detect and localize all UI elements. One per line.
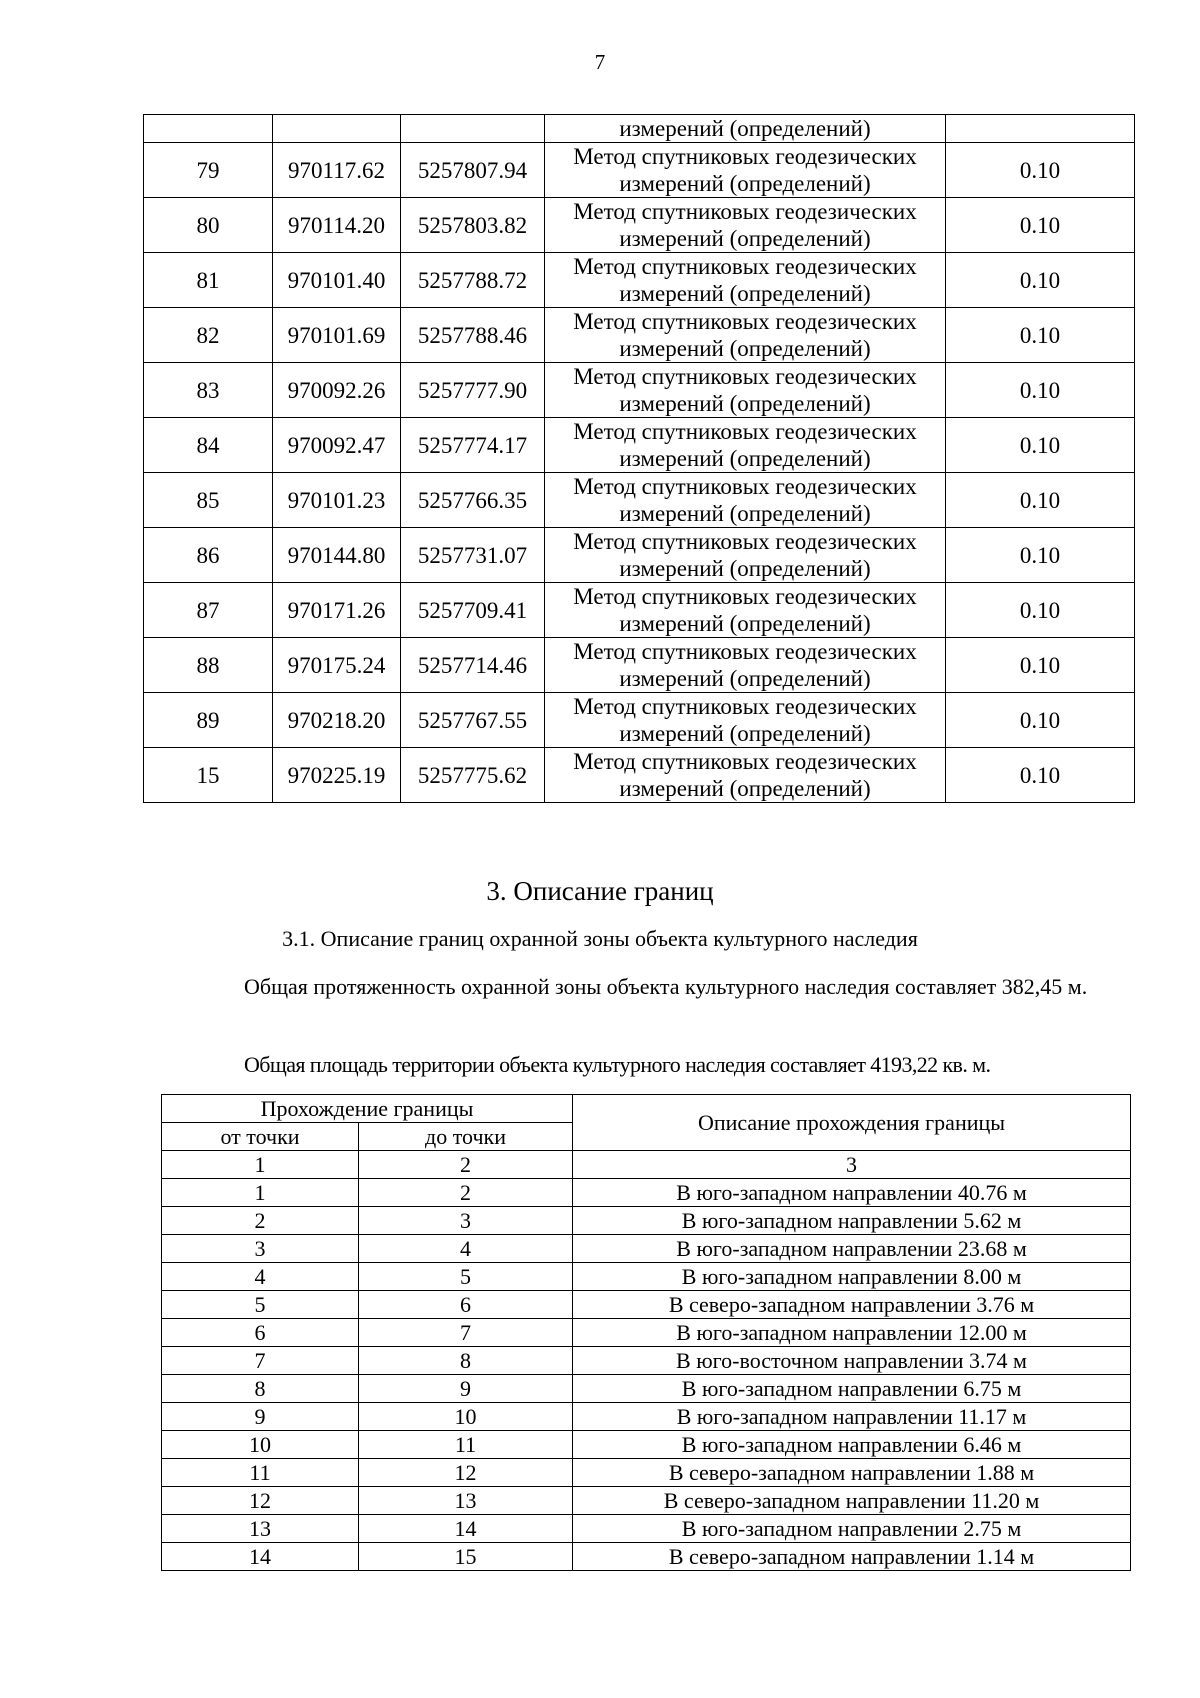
from-point-cell: 6 xyxy=(162,1319,359,1347)
method-line: измерений (определений) xyxy=(619,721,871,746)
accuracy-cell: 0.10 xyxy=(946,363,1135,418)
method-cell xyxy=(545,363,946,418)
to-point-cell: 4 xyxy=(359,1235,573,1263)
y-cell: 5257788.72 xyxy=(401,253,545,308)
header-from-cell: от точки xyxy=(162,1123,359,1151)
to-point-cell: 9 xyxy=(359,1375,573,1403)
y-cell: 5257774.17 xyxy=(401,418,545,473)
method-line: Метод спутниковых геодезических xyxy=(573,474,917,499)
x-cell: 970092.26 xyxy=(273,363,401,418)
point-cell: 79 xyxy=(144,143,273,198)
description-cell: В юго-западном направлении 2.75 м xyxy=(573,1515,1131,1543)
from-point-cell: 3 xyxy=(162,1235,359,1263)
method-cell xyxy=(545,418,946,473)
method-line: измерений (определений) xyxy=(619,281,871,306)
from-point-cell: 13 xyxy=(162,1515,359,1543)
method-cell: измерений (определений) xyxy=(545,115,946,143)
header-row xyxy=(162,1095,1131,1123)
table-row xyxy=(162,1291,1131,1319)
table-row xyxy=(144,638,1135,693)
to-point-cell: 7 xyxy=(359,1319,573,1347)
description-cell: В юго-восточном направлении 3.74 м xyxy=(573,1347,1131,1375)
accuracy-cell: 0.10 xyxy=(946,473,1135,528)
accuracy-cell: 0.10 xyxy=(946,748,1135,803)
to-point-cell: 6 xyxy=(359,1291,573,1319)
to-point-cell: 2 xyxy=(359,1179,573,1207)
point-cell: 80 xyxy=(144,198,273,253)
x-cell: 970101.40 xyxy=(273,253,401,308)
total-length-paragraph: Общая протяженность охранной зоны объекта культурного наследия составляет 382,45 м. xyxy=(244,974,1088,999)
y-cell xyxy=(401,115,545,143)
description-cell: В юго-западном направлении 12.00 м xyxy=(573,1319,1131,1347)
description-cell: В юго-западном направлении 5.62 м xyxy=(573,1207,1131,1235)
to-point-cell: 11 xyxy=(359,1431,573,1459)
section-title: 3. Описание границ xyxy=(486,876,714,906)
table-row xyxy=(162,1431,1131,1459)
to-point-cell: 5 xyxy=(359,1263,573,1291)
x-cell: 970218.20 xyxy=(273,693,401,748)
table-row xyxy=(144,363,1135,418)
method-line: Метод спутниковых геодезических xyxy=(573,584,917,609)
method-line: Метод спутниковых геодезических xyxy=(573,309,917,334)
y-cell: 5257709.41 xyxy=(401,583,545,638)
table-row xyxy=(144,748,1135,803)
table-row xyxy=(144,198,1135,253)
table-row xyxy=(162,1515,1131,1543)
table-row xyxy=(144,693,1135,748)
accuracy-cell: 0.10 xyxy=(946,693,1135,748)
x-cell: 970175.24 xyxy=(273,638,401,693)
from-point-cell: 14 xyxy=(162,1543,359,1571)
y-cell: 5257714.46 xyxy=(401,638,545,693)
description-cell: В юго-западном направлении 6.46 м xyxy=(573,1431,1131,1459)
table-row xyxy=(162,1347,1131,1375)
to-point-cell: 12 xyxy=(359,1459,573,1487)
from-point-cell: 8 xyxy=(162,1375,359,1403)
header-to-cell: до точки xyxy=(359,1123,573,1151)
to-point-cell: 14 xyxy=(359,1515,573,1543)
point-cell: 81 xyxy=(144,253,273,308)
method-cell xyxy=(545,143,946,198)
table-row xyxy=(144,528,1135,583)
method-cell xyxy=(545,748,946,803)
method-line: Метод спутниковых геодезических xyxy=(573,364,917,389)
accuracy-cell: 0.10 xyxy=(946,638,1135,693)
header-group-cell: Прохождение границы xyxy=(162,1095,573,1123)
method-line: Метод спутниковых геодезических xyxy=(573,749,917,774)
table-row xyxy=(144,583,1135,638)
table-row-continuation xyxy=(144,115,1135,143)
from-point-cell: 5 xyxy=(162,1291,359,1319)
method-line: измерений (определений) xyxy=(619,226,871,251)
table-row xyxy=(162,1375,1131,1403)
table-row xyxy=(162,1207,1131,1235)
point-cell: 82 xyxy=(144,308,273,363)
method-cell xyxy=(545,638,946,693)
method-line: измерений (определений) xyxy=(619,501,871,526)
total-area-paragraph: Общая площадь территории объекта культурного наследия составляет 4193,22 кв. м. xyxy=(244,1052,991,1077)
x-cell: 970225.19 xyxy=(273,748,401,803)
point-cell: 84 xyxy=(144,418,273,473)
method-line: измерений (определений) xyxy=(619,391,871,416)
column-number-cell: 2 xyxy=(359,1151,573,1179)
method-line: измерений (определений) xyxy=(619,336,871,361)
to-point-cell: 13 xyxy=(359,1487,573,1515)
point-cell: 15 xyxy=(144,748,273,803)
description-cell: В северо-западном направлении 1.14 м xyxy=(573,1543,1131,1571)
method-cell xyxy=(545,583,946,638)
method-line: Метод спутниковых геодезических xyxy=(573,419,917,444)
method-line: измерений (определений) xyxy=(619,611,871,636)
accuracy-cell: 0.10 xyxy=(946,583,1135,638)
coordinates-table xyxy=(143,114,1135,803)
method-line: измерений (определений) xyxy=(619,446,871,471)
y-cell: 5257767.55 xyxy=(401,693,545,748)
accuracy-cell: 0.10 xyxy=(946,418,1135,473)
table-row xyxy=(162,1179,1131,1207)
method-line: измерений (определений) xyxy=(619,556,871,581)
description-cell: В северо-западном направлении 11.20 м xyxy=(573,1487,1131,1515)
y-cell: 5257766.35 xyxy=(401,473,545,528)
x-cell: 970117.62 xyxy=(273,143,401,198)
table-row xyxy=(144,473,1135,528)
method-cell xyxy=(545,693,946,748)
method-cell xyxy=(545,528,946,583)
x-cell: 970101.69 xyxy=(273,308,401,363)
point-cell xyxy=(144,115,273,143)
x-cell xyxy=(273,115,401,143)
from-point-cell: 9 xyxy=(162,1403,359,1431)
method-line: Метод спутниковых геодезических xyxy=(573,254,917,279)
to-point-cell: 8 xyxy=(359,1347,573,1375)
boundary-description-table xyxy=(161,1094,1131,1571)
subsection-title: 3.1. Описание границ охранной зоны объекта культурного наследия xyxy=(282,926,918,951)
description-cell: В северо-западном направлении 3.76 м xyxy=(573,1291,1131,1319)
method-line: измерений (определений) xyxy=(619,171,871,196)
method-line: Метод спутниковых геодезических xyxy=(573,144,917,169)
description-cell: В юго-западном направлении 11.17 м xyxy=(573,1403,1131,1431)
from-point-cell: 1 xyxy=(162,1179,359,1207)
table-row xyxy=(162,1319,1131,1347)
method-cell xyxy=(545,198,946,253)
to-point-cell: 15 xyxy=(359,1543,573,1571)
table-row xyxy=(162,1487,1131,1515)
point-cell: 85 xyxy=(144,473,273,528)
x-cell: 970171.26 xyxy=(273,583,401,638)
description-cell: В юго-западном направлении 8.00 м xyxy=(573,1263,1131,1291)
accuracy-cell: 0.10 xyxy=(946,528,1135,583)
x-cell: 970101.23 xyxy=(273,473,401,528)
point-cell: 88 xyxy=(144,638,273,693)
method-line: Метод спутниковых геодезических xyxy=(573,639,917,664)
y-cell: 5257777.90 xyxy=(401,363,545,418)
table-row xyxy=(162,1543,1131,1571)
table-row xyxy=(162,1403,1131,1431)
column-number-cell: 1 xyxy=(162,1151,359,1179)
table-row xyxy=(144,143,1135,198)
table-row xyxy=(162,1459,1131,1487)
from-point-cell: 10 xyxy=(162,1431,359,1459)
x-cell: 970092.47 xyxy=(273,418,401,473)
to-point-cell: 10 xyxy=(359,1403,573,1431)
description-cell: В северо-западном направлении 1.88 м xyxy=(573,1459,1131,1487)
accuracy-cell: 0.10 xyxy=(946,308,1135,363)
y-cell: 5257731.07 xyxy=(401,528,545,583)
point-cell: 83 xyxy=(144,363,273,418)
table-row xyxy=(144,418,1135,473)
accuracy-cell xyxy=(946,115,1135,143)
method-cell xyxy=(545,473,946,528)
method-line: Метод спутниковых геодезических xyxy=(573,694,917,719)
method-cell xyxy=(545,308,946,363)
from-point-cell: 4 xyxy=(162,1263,359,1291)
page-number: 7 xyxy=(594,50,606,74)
table-row xyxy=(144,308,1135,363)
point-cell: 86 xyxy=(144,528,273,583)
table-row xyxy=(162,1263,1131,1291)
accuracy-cell: 0.10 xyxy=(946,143,1135,198)
table-row xyxy=(162,1235,1131,1263)
method-line: Метод спутниковых геодезических xyxy=(573,199,917,224)
method-cell xyxy=(545,253,946,308)
description-cell: В юго-западном направлении 6.75 м xyxy=(573,1375,1131,1403)
description-cell: В юго-западном направлении 40.76 м xyxy=(573,1179,1131,1207)
point-cell: 89 xyxy=(144,693,273,748)
to-point-cell: 3 xyxy=(359,1207,573,1235)
y-cell: 5257803.82 xyxy=(401,198,545,253)
description-cell: В юго-западном направлении 23.68 м xyxy=(573,1235,1131,1263)
y-cell: 5257788.46 xyxy=(401,308,545,363)
accuracy-cell: 0.10 xyxy=(946,198,1135,253)
from-point-cell: 12 xyxy=(162,1487,359,1515)
table-row xyxy=(144,253,1135,308)
from-point-cell: 11 xyxy=(162,1459,359,1487)
column-numbers-row xyxy=(162,1151,1131,1179)
point-cell: 87 xyxy=(144,583,273,638)
method-line: Метод спутниковых геодезических xyxy=(573,529,917,554)
y-cell: 5257775.62 xyxy=(401,748,545,803)
x-cell: 970114.20 xyxy=(273,198,401,253)
method-line: измерений (определений) xyxy=(619,666,871,691)
x-cell: 970144.80 xyxy=(273,528,401,583)
header-description-cell: Описание прохождения границы xyxy=(573,1095,1131,1151)
method-line: измерений (определений) xyxy=(619,776,871,801)
from-point-cell: 7 xyxy=(162,1347,359,1375)
accuracy-cell: 0.10 xyxy=(946,253,1135,308)
y-cell: 5257807.94 xyxy=(401,143,545,198)
from-point-cell: 2 xyxy=(162,1207,359,1235)
column-number-cell: 3 xyxy=(573,1151,1131,1179)
